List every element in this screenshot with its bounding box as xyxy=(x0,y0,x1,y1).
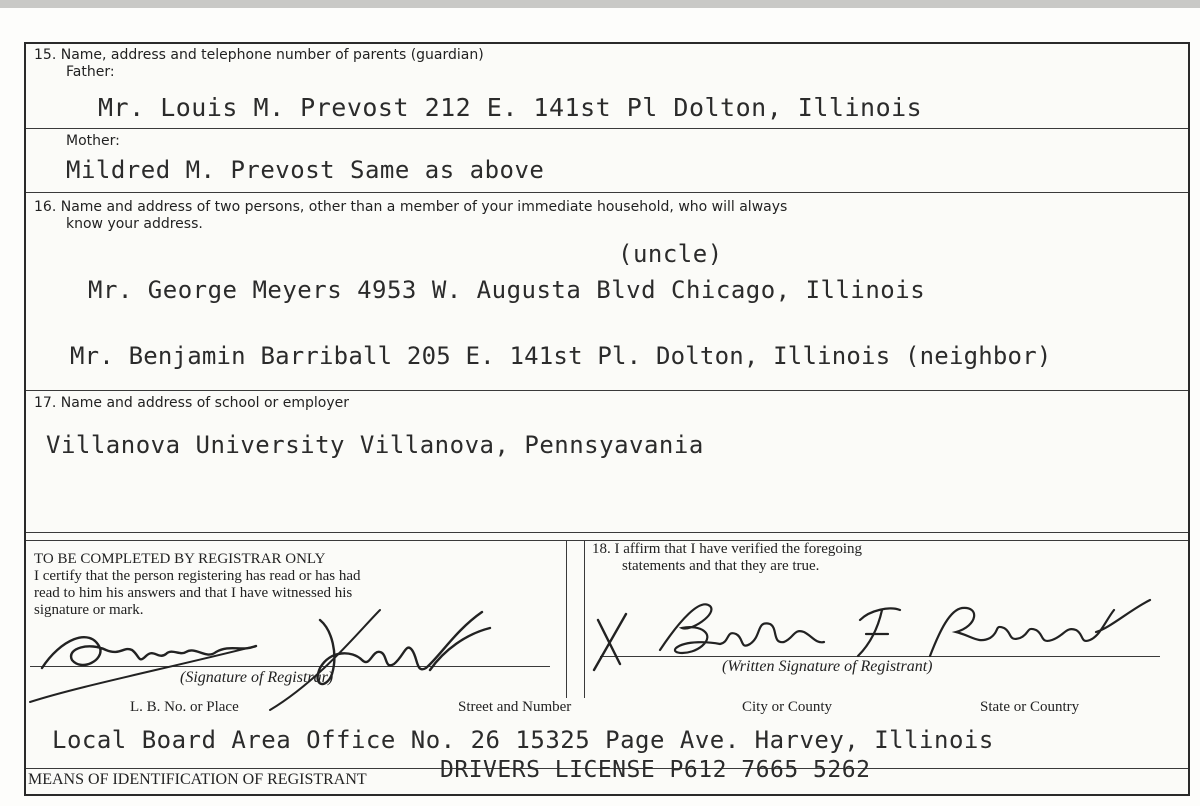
divider-registrar-box-2 xyxy=(584,540,585,698)
mother-value: Mildred M. Prevost Same as above xyxy=(66,156,545,184)
registrar-line-2: read to him his answers and that I have witnessed his xyxy=(34,585,353,601)
rule-mother xyxy=(26,192,1188,193)
q18-line-1: 18. I affirm that I have verified the foregoing xyxy=(592,541,863,557)
q16-person-1: Mr. George Meyers 4953 W. Augusta Blvd Chicago, Illinois xyxy=(88,276,926,304)
rule-q16 xyxy=(26,390,1188,391)
divider-registrar-box xyxy=(566,540,567,698)
q16-label-line1: 16. Name and address of two persons, other than a member of your immediate household, who will always xyxy=(34,199,788,215)
registrar-heading: TO BE COMPLETED BY REGISTRAR ONLY xyxy=(34,551,326,567)
q15-label: 15. Name, address and telephone number of parents (guardian) xyxy=(34,47,484,63)
identification-label: MEANS OF IDENTIFICATION OF REGISTRANT xyxy=(28,771,367,788)
rule-q17 xyxy=(26,532,1188,533)
q16-person-2: Mr. Benjamin Barriball 205 E. 141st Pl. Dolton, Illinois (neighbor) xyxy=(70,342,1052,370)
q16-annotation: (uncle) xyxy=(618,240,723,268)
father-value: Mr. Louis M. Prevost 212 E. 141st Pl Dolton, Illinois xyxy=(98,93,923,122)
registrant-signature-caption: (Written Signature of Registrant) xyxy=(722,658,933,675)
registrant-signature xyxy=(590,580,1170,680)
registrar-line-1: I certify that the person registering has read or has had xyxy=(34,568,361,584)
q18-line-2: statements and that they are true. xyxy=(622,558,820,574)
registrar-line-3: signature or mark. xyxy=(34,602,144,618)
registrar-signature-caption: (Signature of Registrar) xyxy=(180,669,334,686)
mother-label: Mother: xyxy=(66,133,120,149)
local-board-value: Local Board Area Office No. 26 15325 Page Ave. Harvey, Illinois xyxy=(52,726,994,754)
col-street-label: Street and Number xyxy=(458,699,572,715)
col-lb-label: L. B. No. or Place xyxy=(130,699,239,715)
identification-value: DRIVERS LICENSE P612 7665 5262 xyxy=(440,757,871,783)
registrar-signature xyxy=(20,590,540,710)
q17-label: 17. Name and address of school or employer xyxy=(34,395,350,411)
rule-father xyxy=(26,128,1188,129)
col-city-label: City or County xyxy=(742,699,833,715)
father-label: Father: xyxy=(66,64,115,80)
q16-label-line2: know your address. xyxy=(66,216,203,232)
q17-value: Villanova University Villanova, Pennsyavania xyxy=(46,431,704,459)
col-state-label: State or Country xyxy=(980,699,1080,715)
card-top-edge xyxy=(0,0,1200,8)
